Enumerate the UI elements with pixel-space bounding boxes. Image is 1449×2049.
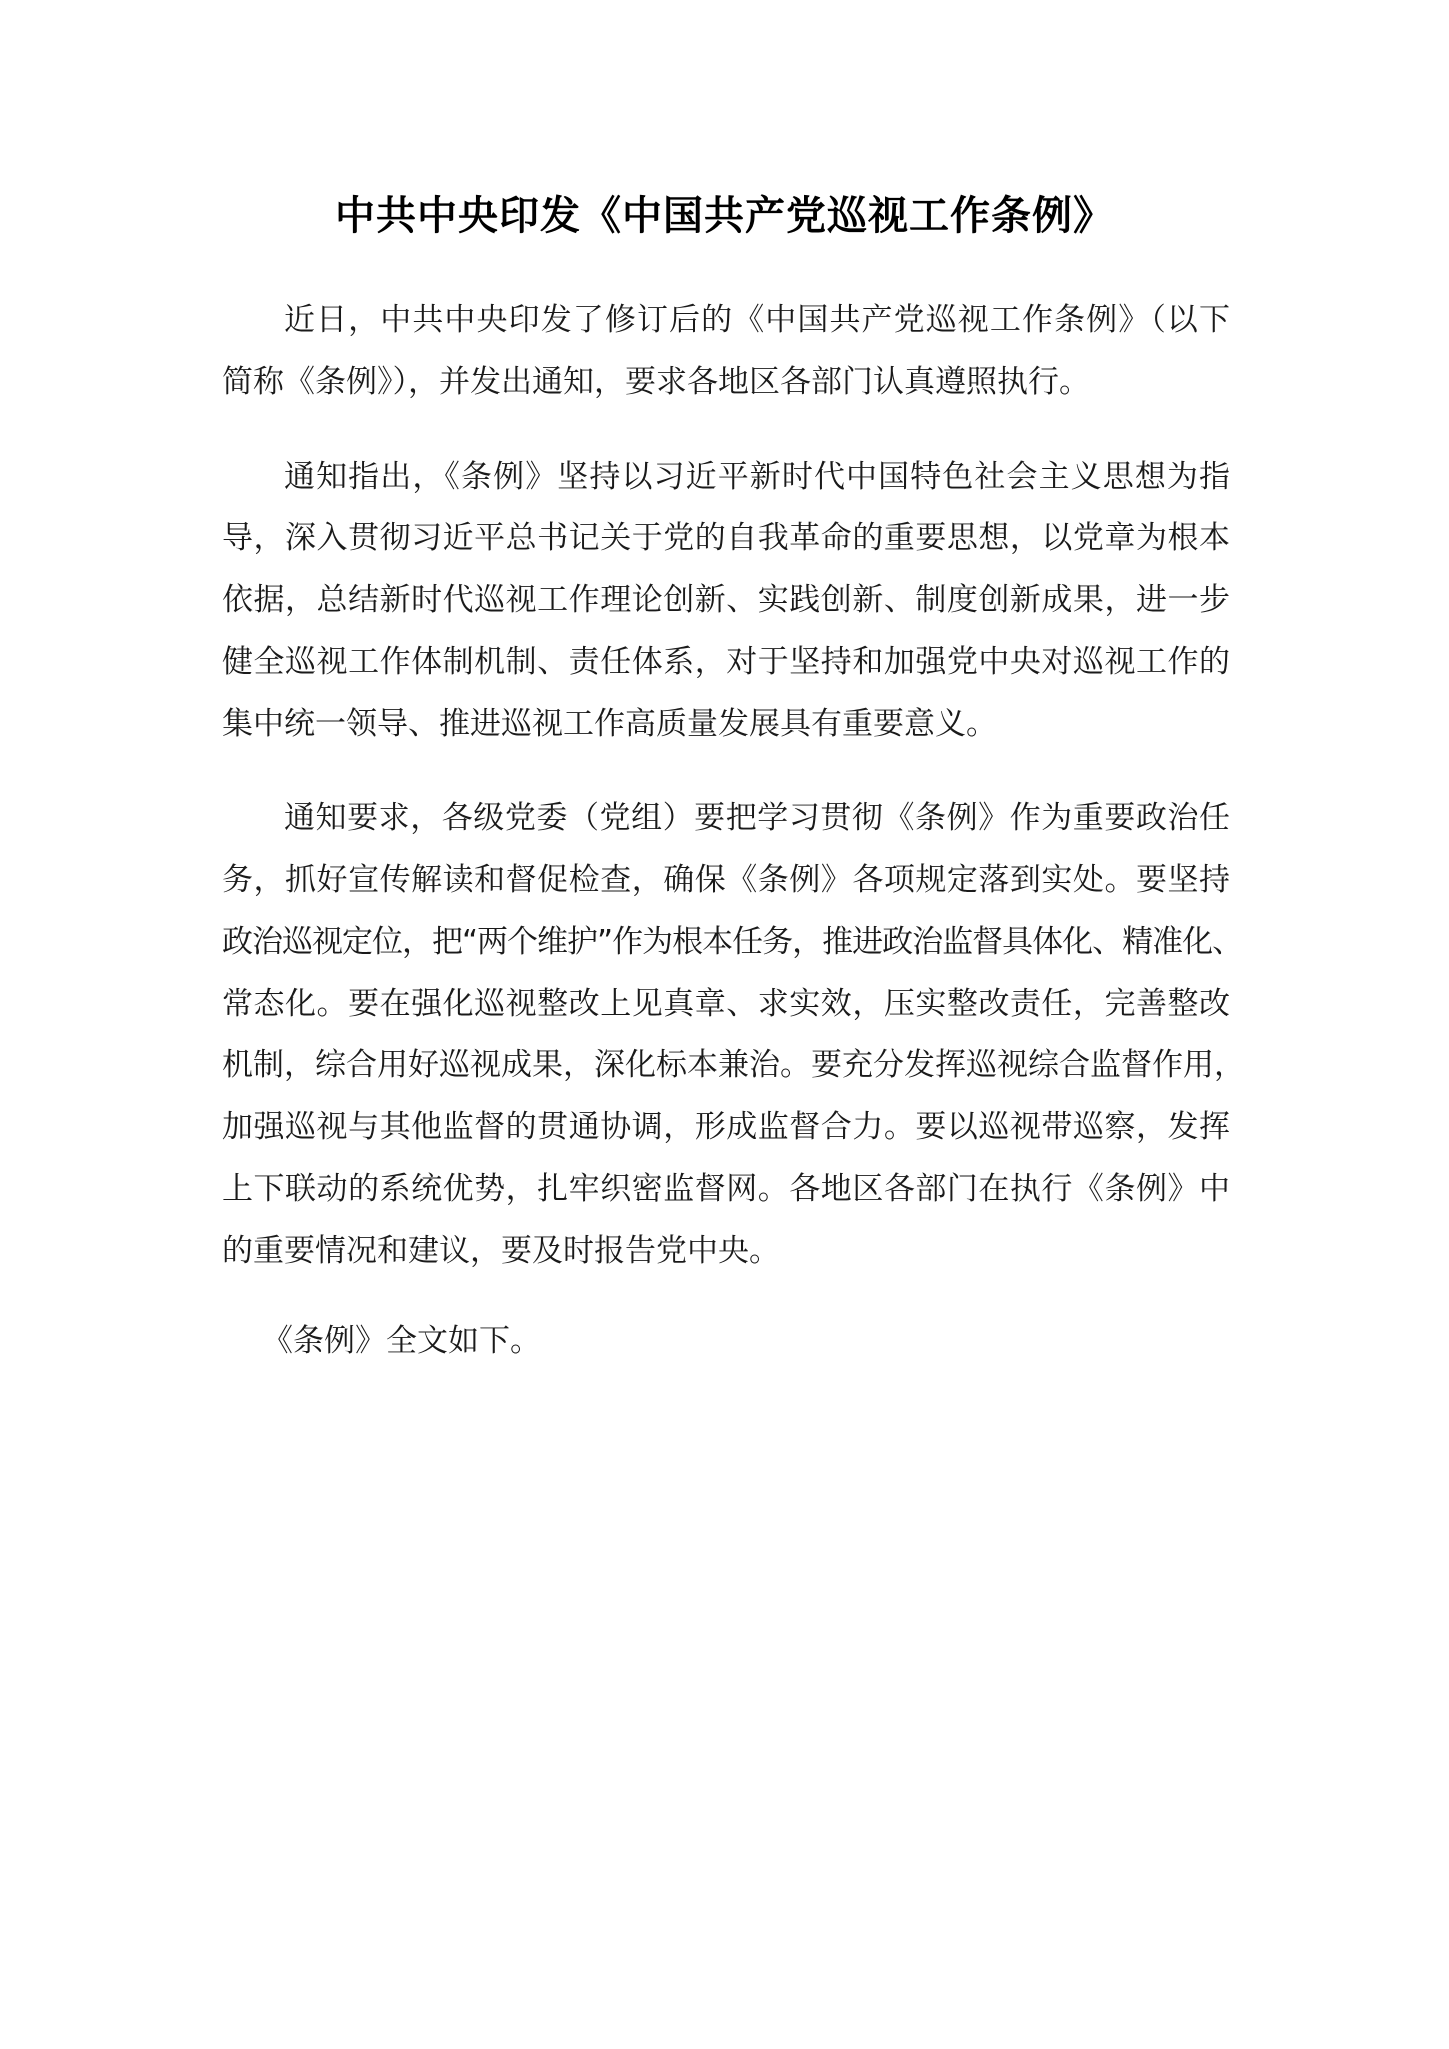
- paragraph-3-line-3: 政治巡视定位，把“两个维护”作为根本任务，推进政治监督具体化、精准化、: [222, 924, 1243, 960]
- paragraph-3-line-6: 加强巡视与其他监督的贯通协调，形成监督合力。要以巡视带巡察，发挥: [222, 1109, 1230, 1145]
- paragraph-1-line-1: 近日，中共中央印发了修订后的《中国共产党巡视工作条例》（以下: [284, 302, 1230, 338]
- paragraph-2-line-4: 健全巡视工作体制机制、责任体系，对于坚持和加强党中央对巡视工作的: [222, 644, 1230, 680]
- paragraph-3-line-4: 常态化。要在强化巡视整改上见真章、求实效，压实整改责任，完善整改: [222, 986, 1230, 1022]
- paragraph-2-line-2: 导，深入贯彻习近平总书记关于党的自我革命的重要思想，以党章为根本: [222, 520, 1230, 556]
- paragraph-2-line-3: 依据，总结新时代巡视工作理论创新、实践创新、制度创新成果，进一步: [222, 582, 1230, 618]
- document-title: 中共中央印发《中国共产党巡视工作条例》: [335, 193, 1114, 239]
- paragraph-3-line-5: 机制，综合用好巡视成果，深化标本兼治。要充分发挥巡视综合监督作用，: [222, 1047, 1245, 1083]
- paragraph-3-line-7: 上下联动的系统优势，扎牢织密监督网。各地区各部门在执行《条例》中: [222, 1171, 1230, 1207]
- paragraph-3-line-2: 务，抓好宣传解读和督促检查，确保《条例》各项规定落到实处。要坚持: [222, 862, 1230, 898]
- paragraph-2-line-5: 集中统一领导、推进巡视工作高质量发展具有重要意义。: [222, 706, 997, 742]
- paragraph-3-line-8: 的重要情况和建议，要及时报告党中央。: [222, 1233, 780, 1269]
- paragraph-4-line-1: 《条例》全文如下。: [262, 1323, 541, 1359]
- paragraph-2-line-1: 通知指出，《条例》坚持以习近平新时代中国特色社会主义思想为指: [284, 459, 1230, 495]
- paragraph-3-line-1: 通知要求，各级党委（党组）要把学习贯彻《条例》作为重要政治任: [284, 800, 1230, 836]
- paragraph-1-line-2: 简称《条例》），并发出通知，要求各地区各部门认真遵照执行。: [222, 364, 1090, 400]
